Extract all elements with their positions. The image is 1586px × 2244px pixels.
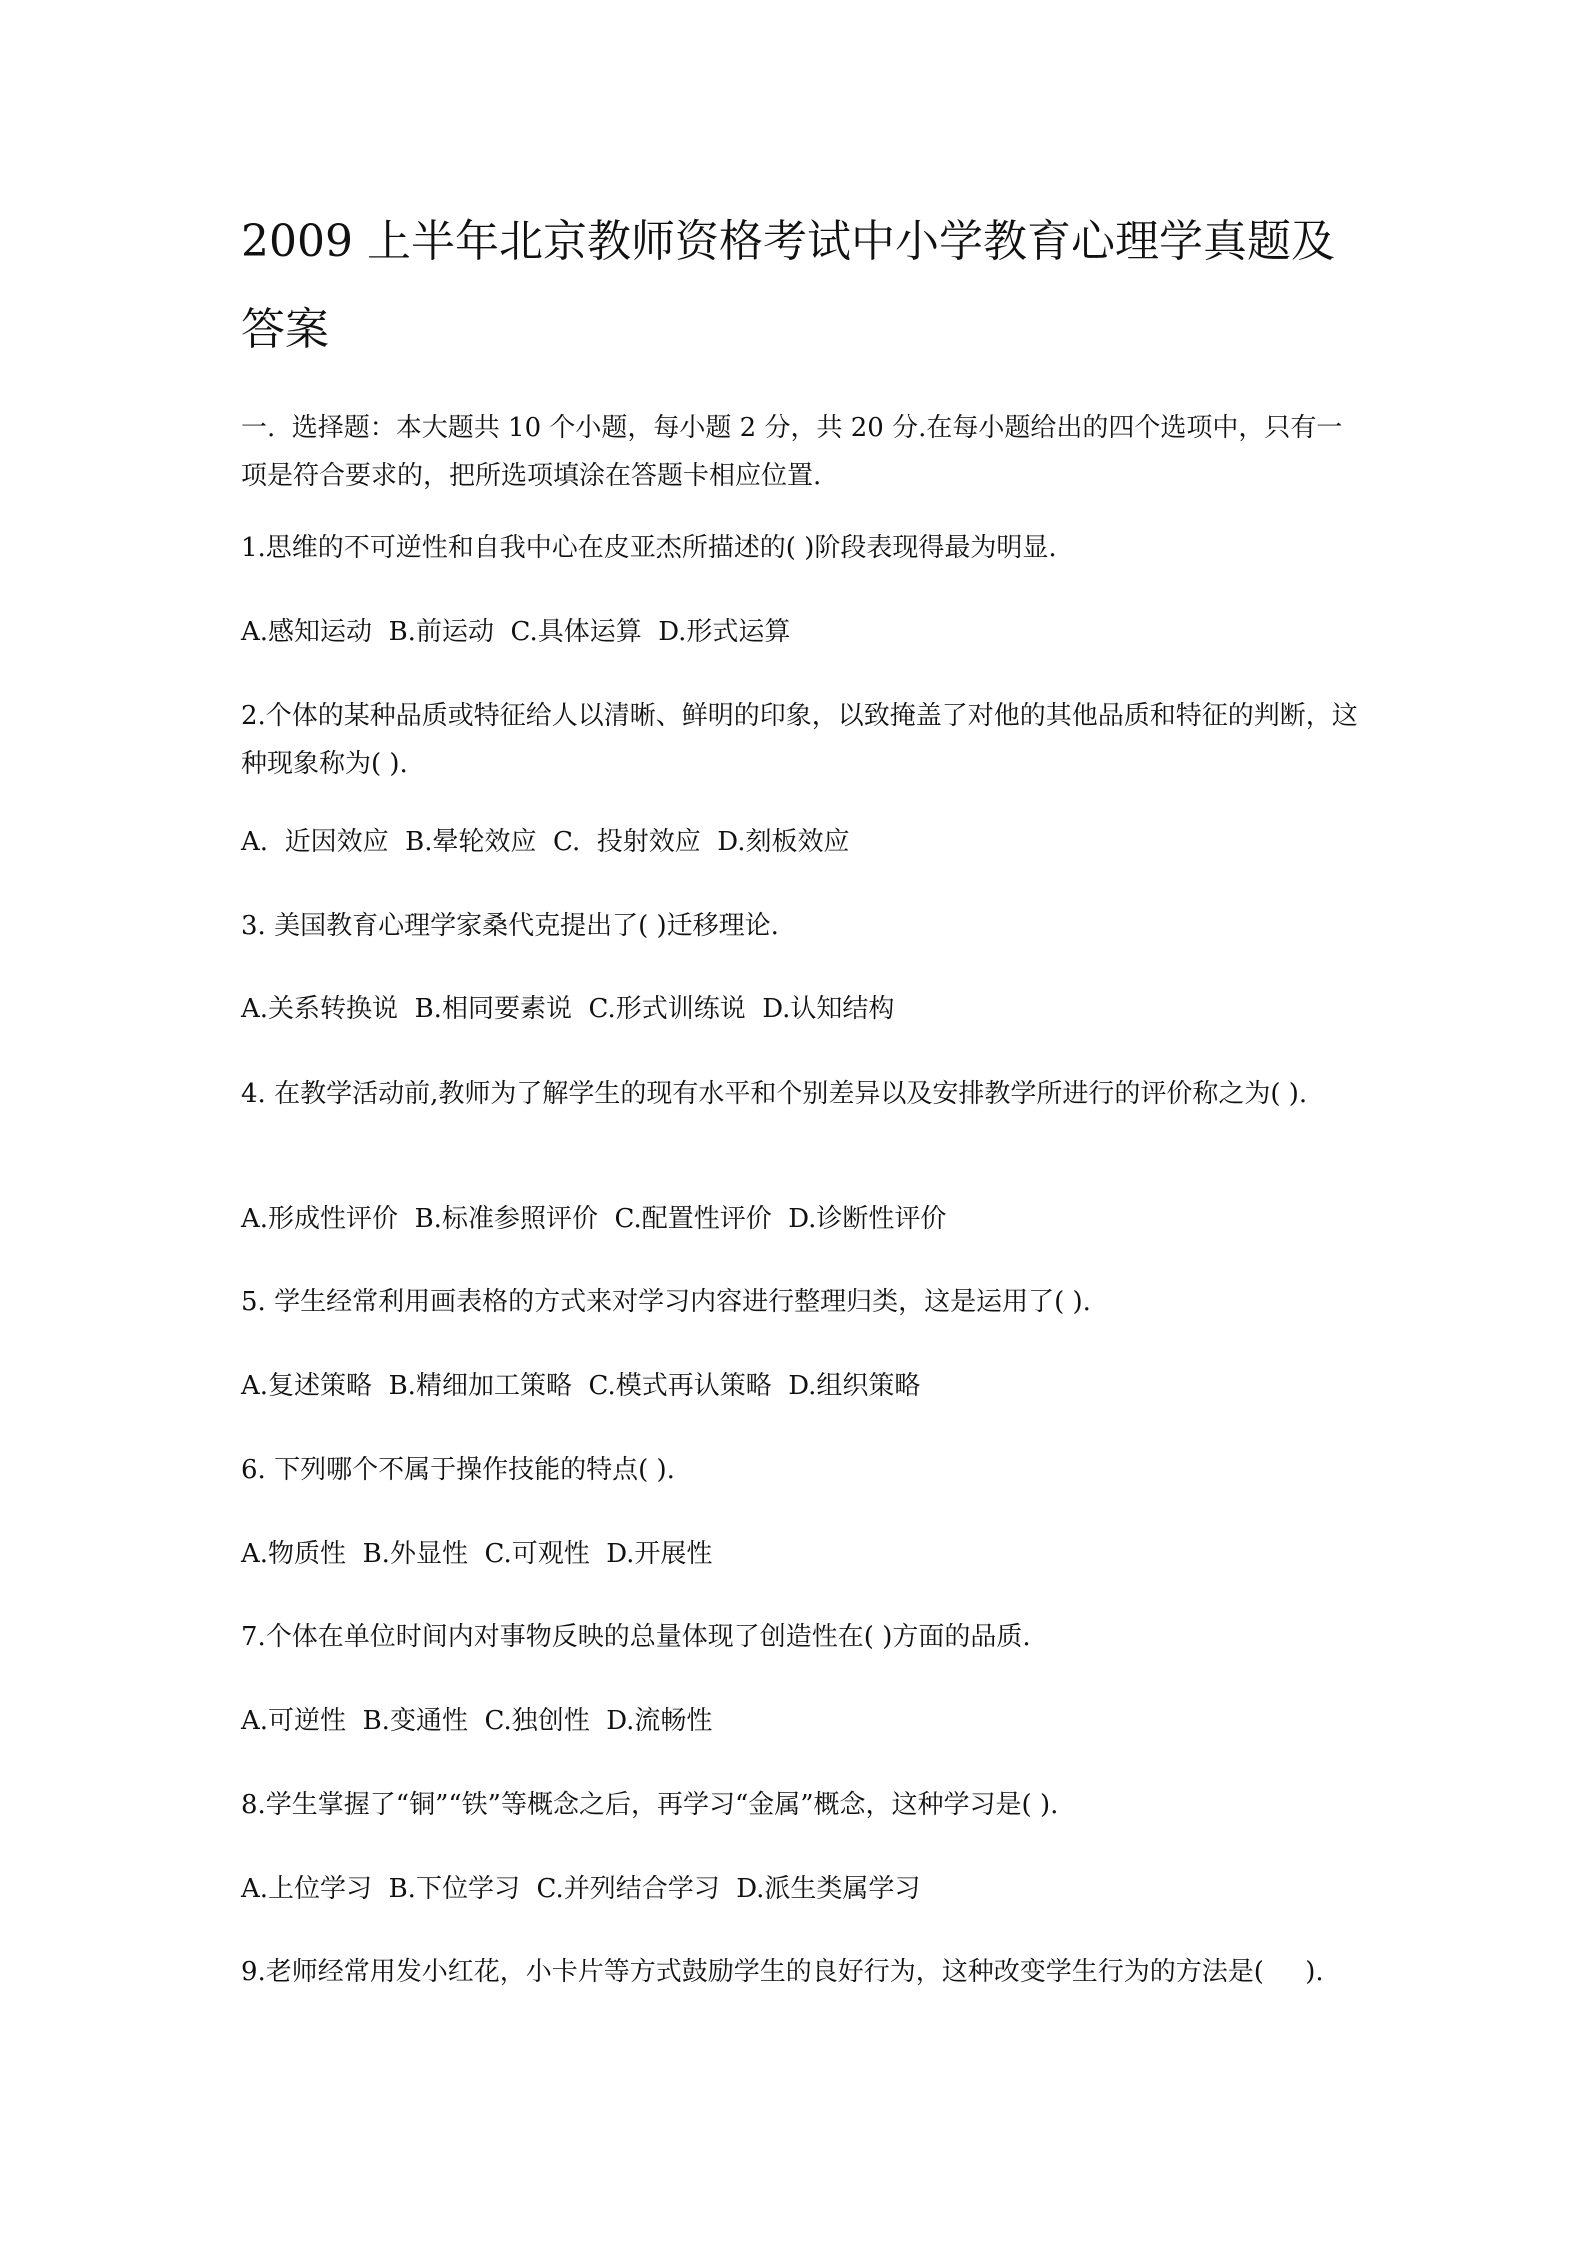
question-4-stem: 4. 在教学活动前,教师为了解学生的现有水平和个别差异以及安排教学所进行的评价称之为( ). — [241, 1079, 1308, 1109]
question-1-options: A.感知运动 B.前运动 C.具体运算 D.形式运算 — [241, 617, 791, 647]
question-2-options: A. 近因效应 B.晕轮效应 C. 投射效应 D.刻板效应 — [241, 827, 850, 857]
question-5-options: A.复述策略 B.精细加工策略 C.模式再认策略 D.组织策略 — [241, 1371, 921, 1401]
question-6-options: A.物质性 B.外显性 C.可观性 D.开展性 — [241, 1539, 713, 1569]
question-8-options: A.上位学习 B.下位学习 C.并列结合学习 D.派生类属学习 — [241, 1874, 921, 1904]
document-title: 2009 上半年北京教师资格考试中小学教育心理学真题及答案 — [241, 216, 1335, 355]
question-7-stem: 7.个体在单位时间内对事物反映的总量体现了创造性在( )方面的品质. — [241, 1622, 1031, 1652]
question-5-stem: 5. 学生经常利用画表格的方式来对学习内容进行整理归类，这是运用了( ). — [241, 1287, 1091, 1317]
question-2-stem: 2.个体的某种品质或特征给人以清晰、鲜明的印象，以致掩盖了对他的其他品质和特征的判断，这种现象称为( ). — [241, 701, 1358, 779]
section-instructions: 一. 选择题：本大题共 10 个小题，每小题 2 分，共 20 分.在每小题给出的四个选项中，只有一项是符合要求的，把所选项填涂在答题卡相应位置. — [241, 413, 1343, 491]
question-9-stem: 9.老师经常用发小红花，小卡片等方式鼓励学生的良好行为，这种改变学生行为的方法是( ). — [241, 1957, 1324, 1987]
question-4-options: A.形成性评价 B.标准参照评价 C.配置性评价 D.诊断性评价 — [241, 1204, 947, 1234]
question-3-stem: 3. 美国教育心理学家桑代克提出了( )迁移理论. — [241, 911, 779, 941]
question-8-stem: 8.学生掌握了“铜”“铁”等概念之后，再学习“金属”概念，这种学习是( ). — [241, 1790, 1059, 1820]
question-6-stem: 6. 下列哪个不属于操作技能的特点( ). — [241, 1455, 675, 1485]
question-1-stem: 1.思维的不可逆性和自我中心在皮亚杰所描述的( )阶段表现得最为明显. — [241, 533, 1057, 563]
question-7-options: A.可逆性 B.变通性 C.独创性 D.流畅性 — [241, 1706, 713, 1736]
question-3-options: A.关系转换说 B.相同要素说 C.形式训练说 D.认知结构 — [241, 994, 895, 1024]
